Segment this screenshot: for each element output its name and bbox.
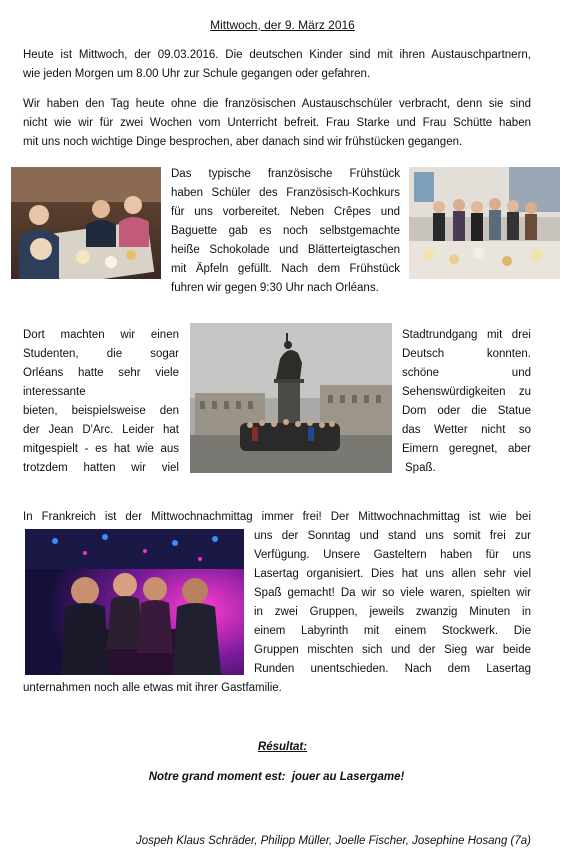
orleans-statue-photo	[190, 323, 392, 473]
paragraph-4-left-line-5: bieten, beispielsweise den	[23, 405, 179, 417]
paragraph-3-line-5: heiße Schokolade und Blätterteigtaschen	[171, 244, 400, 256]
authors-line: Jospeh Klaus Schräder, Philipp Müller, Joelle Fischer, Josephine Hosang (7a)	[135, 835, 531, 847]
paragraph-5-wrap-line-5: in zwei Gruppen, jeweils zwanzig Minuten in	[254, 606, 531, 618]
paragraph-4-left-line-8: trotzdem hatten wir viel	[23, 462, 179, 474]
paragraph-2-line-3: mit uns noch wichtige Dinge besprochen, aber danach sind wir frühstücken gegangen.	[23, 136, 463, 148]
paragraph-2-line-1: Wir haben den Tag heute ohne die französischen Austauschschüler verbracht, denn sie sind	[23, 98, 531, 110]
paragraph-4-right-line-7: Eimern geregnet, aber	[402, 443, 531, 455]
paragraph-4-right-line-5: Dom oder die Statue	[402, 405, 531, 417]
paragraph-4-right-line-6: das Wetter nicht so	[402, 424, 531, 436]
resultat-heading: Résultat:	[257, 741, 308, 753]
classroom-group-photo	[409, 167, 560, 279]
paragraph-4-right-line-1: Stadtrundgang mit drei	[402, 329, 531, 341]
paragraph-3-line-2: haben Schüler des Französisch-Kochkurs	[171, 187, 400, 199]
paragraph-5-wrap-line-1: uns der Sonntag und stand uns somit frei zur	[254, 530, 531, 542]
paragraph-4-left-line-1: Dort machten wir einen	[23, 329, 179, 341]
paragraph-1-line-2: wie jeden Morgen um 8.00 Uhr zur Schule gegangen oder gefahren.	[23, 68, 371, 80]
paragraph-3-line-6: mit Äpfeln gefüllt. Nach dem Frühstück	[171, 263, 400, 275]
paragraph-5-wrap-line-8: Runden unentschieden. Nach dem Lasertag	[254, 663, 531, 675]
paragraph-4-right-line-4: Sehenswürdigkeiten zu	[402, 386, 531, 398]
paragraph-2-line-2: nicht wie wir für zwei Wochen vom Unterricht befreit. Frau Starke und Frau Schütte haben	[23, 117, 531, 129]
paragraph-4-left-line-7: mitgespielt - es hat wie aus	[23, 443, 179, 455]
paragraph-1-line-1: Heute ist Mittwoch, der 09.03.2016. Die deutschen Kinder sind mit ihren Austauschpartnern,	[23, 49, 531, 61]
paragraph-5-wrap-line-3: Lasertag organisiert. Dies hat uns allen sehr viel	[254, 568, 531, 580]
resultat-text: Notre grand moment est: jouer au Lasergame!	[148, 771, 405, 783]
paragraph-4-left-line-6: der Jean D'Arc. Leider hat	[23, 424, 179, 436]
paragraph-5-wrap-line-7: Gruppen mischten sich und der Sieg war beide	[254, 644, 531, 656]
paragraph-4-right-line-2: Deutsch konnten.	[402, 348, 531, 360]
paragraph-3-line-7: fuhren wir gegen 9:30 Uhr nach Orléans.	[171, 282, 379, 294]
paragraph-3-line-3: für uns vorbereitet. Neben Crêpes und	[171, 206, 400, 218]
breakfast-photo	[11, 167, 161, 279]
paragraph-4-right-line-8: Spaß.	[405, 462, 436, 474]
paragraph-4-left-line-4: interessante	[23, 386, 86, 398]
paragraph-5-wrap-line-4: Spaß gemacht! Da wir so viele waren, spielten wir	[254, 587, 531, 599]
paragraph-4-right-line-3: schöne und	[402, 367, 531, 379]
paragraph-5-last-line: unternahmen noch alle etwas mit ihrer Gastfamilie.	[23, 682, 282, 694]
paragraph-5-wrap-line-2: Verfügung. Unsere Gasteltern haben für uns	[254, 549, 531, 561]
paragraph-4-left-line-3: Orléans hatte sehr viele	[23, 367, 179, 379]
paragraph-4-left-line-2: Studenten, die sogar	[23, 348, 179, 360]
paragraph-3-line-4: Baguette gab es noch selbstgemachte	[171, 225, 400, 237]
lasertag-photo	[25, 529, 244, 675]
paragraph-5-wrap-line-6: einem Labyrinth mit einem Stockwerk. Die	[254, 625, 531, 637]
paragraph-5-line-1: In Frankreich ist der Mittwochnachmittag immer frei! Der Mittwochnachmittag ist wie bei	[23, 511, 531, 523]
paragraph-3-line-1: Das typische französische Frühstück	[171, 168, 400, 180]
page-title: Mittwoch, der 9. März 2016	[210, 18, 355, 32]
